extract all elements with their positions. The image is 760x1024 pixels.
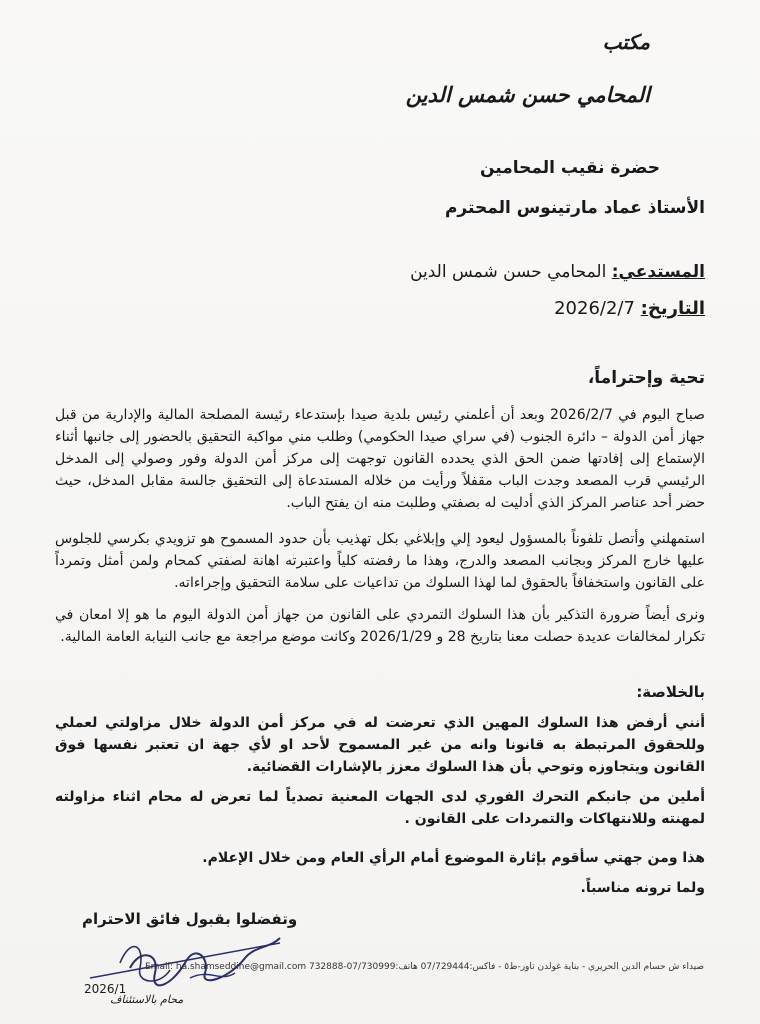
conclusion-paragraph-1: أنني أرفض هذا السلوك المهين الذي تعرضت له في مركز أمن الدولة خلال مزاولتي لعملي وللحقوق المرتبطة به قانونا وانه من غير المسموح لأحد او لأي جهة ان تعتبر نفسها فوق القانون ويتجاوزه وتوحي بأن هذا السلوك معزز بالإشارات القضائية. bbox=[55, 715, 705, 775]
date-line bbox=[554, 298, 705, 319]
requester-value: المحامي حسن شمس الدين bbox=[410, 262, 607, 282]
footer-date: 2026/1 bbox=[84, 982, 127, 996]
office-label: مكتب bbox=[602, 30, 650, 54]
conclusion-paragraph-4: ولما ترونه مناسباً. bbox=[580, 880, 705, 896]
paragraph-2: استمهلني وأتصل تلفوناً بالمسؤول ليعود إلي وإبلاغي بكل تهذيب بأن حدود المسموح هو تزويدي بكرسي للجلوس عليها خارج المركز وبجانب المصعد والدرج، وهذا ما رفضته كلياً واعتبرته اهانة لصفتي كمحام ولمن أمثل وتمرداً على القانون واستخفافاً بالحقوق لما لهذا السلوك من تداعيات على سلامة التحقيق وإجراءاته. bbox=[55, 531, 705, 591]
requester-line bbox=[410, 262, 705, 282]
date-label: التاريخ: bbox=[640, 298, 705, 319]
conclusion-label: بالخلاصة: bbox=[636, 683, 705, 701]
conclusion-paragraph-3: هذا ومن جهتي سأقوم بإثارة الموضوع أمام الرأي العام ومن خلال الإعلام. bbox=[202, 850, 705, 866]
closing-line: وتفضلوا بقبول فائق الاحترام bbox=[82, 910, 298, 928]
paragraph-1: صباح اليوم في 2026/2/7 وبعد أن أعلمني رئيس بلدية صيدا بإستدعاء رئيسة المصلحة المالية والإدارية من قبل جهاز أمن الدولة – دائرة الجنوب (في سراي صيدا الحكومي) وطلب مني مواكبة التحقيق بالحضور إلى جانبها أثناء الإستماع إلى إفادتها ضمن الحق الذي يحدده القانون توجهت إلى مركز أمن الدولة وفور وصولي إلى المدخل الرئيسي قرب المصعد وجدت الباب مقفلاً ورأيت من خلاله المستدعاة إلى التحقيق جالسة مقابل المدخل، حيث حضر أحد عناصر المركز الذي أدليت له بصفتي وطلبت منه ان يفتح الباب. bbox=[55, 407, 705, 511]
signature-role: محام بالاستئناف bbox=[110, 993, 184, 1006]
recipient-line-2: الأستاذ عماد مارتينوس المحترم bbox=[444, 198, 705, 218]
footer-address: صيداء ش حسام الدين الحريري - بناية غولدن تاور-ط٥ - فاكس:07/729444 هاتف:07/730999-732888 Email: ha.shamseddine@gmail.com bbox=[145, 962, 705, 972]
recipient-line-1: حضرة نقيب المحامين bbox=[479, 158, 660, 178]
greeting: تحية وإحتراماً، bbox=[587, 368, 705, 388]
requester-label: المستدعي: bbox=[611, 262, 705, 282]
conclusion-paragraph-2: أملين من جانبكم التحرك الفوري لدى الجهات المعنية تصدياً لما تعرض له محام اثناء مزاولته لمهنته وللانتهاكات والتمردات على القانون . bbox=[55, 789, 705, 827]
office-name: المحامي حسن شمس الدين bbox=[405, 82, 650, 107]
paragraph-3: ونرى أيضاً ضرورة التذكير بأن هذا السلوك التمردي على القانون من جهاز أمن الدولة اليوم ما هو إلا امعان في تكرار لمخالفات عديدة حصلت معنا بتاريخ 28 و 2026/1/29 وكانت موضع مراجعة مع جانب النيابة العامة المالية. bbox=[55, 607, 705, 645]
date-value: 2026/2/7 bbox=[554, 298, 635, 319]
